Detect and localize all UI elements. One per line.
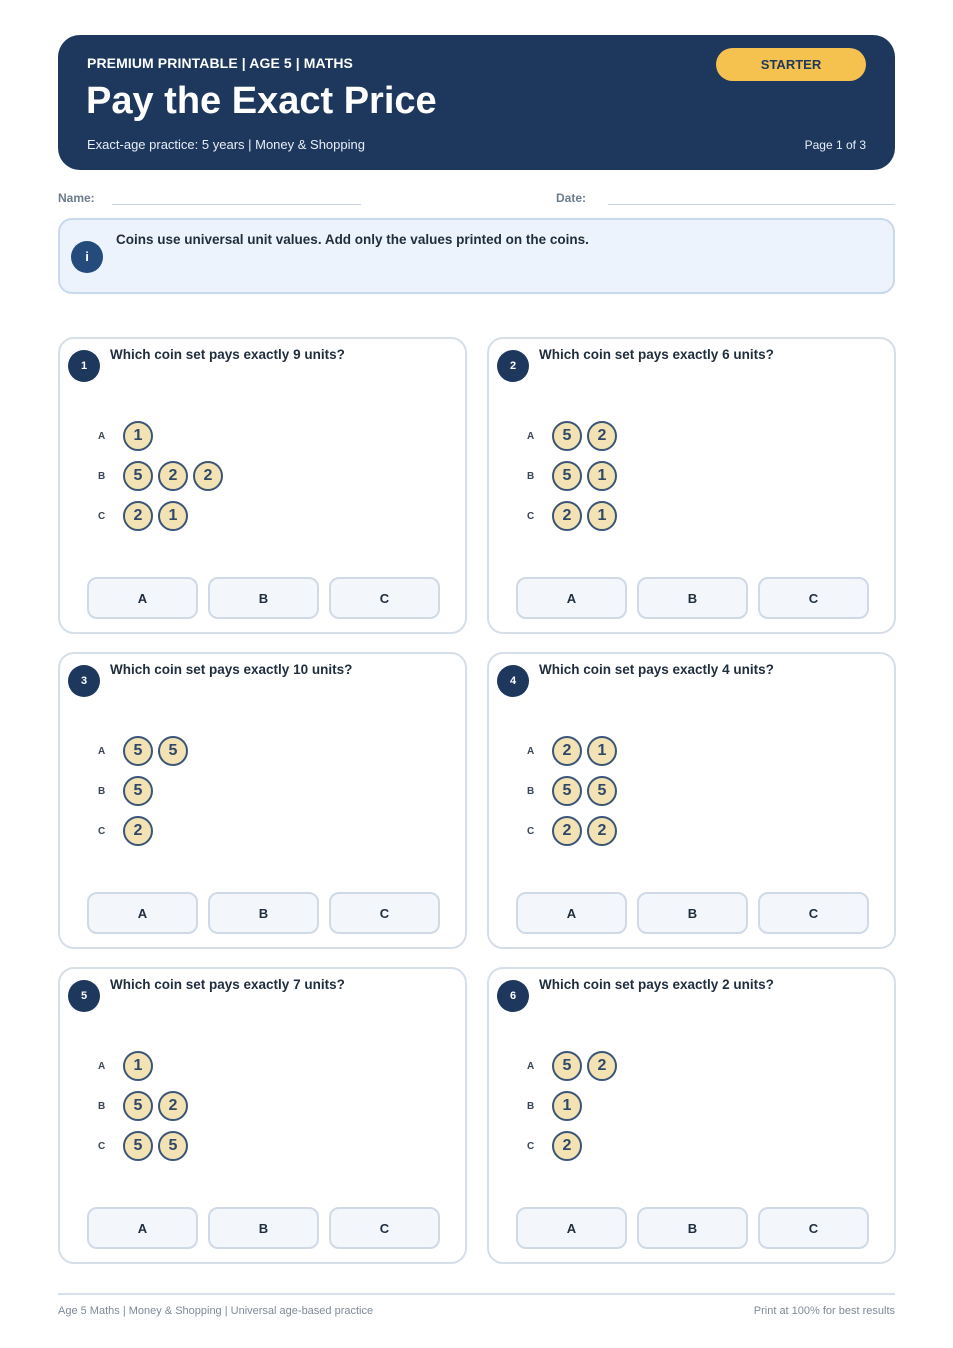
question-number-badge: 2 [497,350,529,382]
coin-icon: 1 [587,501,617,531]
option-letter: B [98,470,106,482]
question-number-badge: 6 [497,980,529,1012]
info-icon: i [71,241,103,273]
coin-icon: 5 [552,1051,582,1081]
option-letter: C [98,510,106,522]
option-row-b [527,461,622,491]
answer-button-a[interactable]: A [516,892,627,934]
option-letter: B [527,785,535,797]
option-letter: C [98,825,106,837]
worksheet-header [58,35,895,170]
question-card [487,337,896,634]
question-number-badge: 1 [68,350,100,382]
option-row-b [527,776,622,806]
question-text: Which coin set pays exactly 10 units? [110,662,353,677]
answer-button-c[interactable]: C [329,1207,440,1249]
coin-icon: 1 [587,736,617,766]
coin-icon: 5 [123,1131,153,1161]
coin-icon: 2 [158,461,188,491]
option-letter: A [98,1060,106,1072]
question-card [58,967,467,1264]
coin-icon: 2 [552,501,582,531]
answer-button-c[interactable]: C [329,892,440,934]
answer-button-b[interactable]: B [208,577,319,619]
option-row-a [98,1051,158,1081]
option-letter: A [98,430,106,442]
question-text: Which coin set pays exactly 6 units? [539,347,774,362]
answer-button-b[interactable]: B [637,892,748,934]
answer-button-b[interactable]: B [208,892,319,934]
option-row-c [527,816,622,846]
coin-icon: 2 [587,1051,617,1081]
coin-icon: 1 [123,1051,153,1081]
coin-icon: 5 [587,776,617,806]
coin-icon: 2 [587,421,617,451]
question-card [487,652,896,949]
option-letter: C [527,510,535,522]
option-row-a [527,1051,622,1081]
coin-icon: 2 [552,736,582,766]
coin-icon: 5 [552,461,582,491]
option-letter: B [527,1100,535,1112]
option-row-c [98,501,193,531]
instructions-notice [58,218,895,294]
question-number-badge: 3 [68,665,100,697]
coin-icon: 2 [193,461,223,491]
option-row-c [98,816,158,846]
answer-button-b[interactable]: B [637,1207,748,1249]
option-letter: A [527,1060,535,1072]
coin-icon: 2 [552,816,582,846]
coin-icon: 1 [587,461,617,491]
answer-choices [87,892,450,934]
option-row-a [98,421,158,451]
answer-button-a[interactable]: A [516,577,627,619]
answer-button-c[interactable]: C [758,892,869,934]
coin-icon: 5 [123,461,153,491]
header-subtitle: Exact-age practice: 5 years | Money & Shopping [87,137,365,152]
option-letter: C [98,1140,106,1152]
answer-choices [516,577,879,619]
coin-icon: 5 [552,776,582,806]
coin-icon: 5 [123,1091,153,1121]
coin-icon: 5 [158,736,188,766]
name-label: Name: [58,191,95,205]
option-row-c [527,501,622,531]
answer-button-a[interactable]: A [87,892,198,934]
date-label: Date: [556,191,587,205]
answer-button-c[interactable]: C [329,577,440,619]
answer-button-b[interactable]: B [208,1207,319,1249]
question-card [58,337,467,634]
level-badge: STARTER [716,48,866,81]
option-letter: C [527,1140,535,1152]
question-card [487,967,896,1264]
coin-icon: 1 [158,501,188,531]
coin-icon: 1 [552,1091,582,1121]
page-title: Pay the Exact Price [86,80,437,122]
footer-right-text: Print at 100% for best results [753,1305,895,1317]
answer-button-a[interactable]: A [87,1207,198,1249]
coin-icon: 2 [123,816,153,846]
answer-choices [87,577,450,619]
option-row-c [527,1131,587,1161]
option-row-c [98,1131,193,1161]
coin-icon: 5 [552,421,582,451]
option-letter: B [98,1100,106,1112]
notice-text: Coins use universal unit values. Add only the values printed on the coins. [116,232,589,247]
question-number-badge: 4 [497,665,529,697]
option-row-b [98,461,228,491]
coin-icon: 1 [123,421,153,451]
coin-icon: 5 [158,1131,188,1161]
option-letter: B [98,785,106,797]
coin-icon: 2 [552,1131,582,1161]
footer-left-text: Age 5 Maths | Money & Shopping | Universal age-based practice [58,1305,374,1317]
answer-button-b[interactable]: B [637,577,748,619]
option-row-b [98,1091,193,1121]
answer-button-a[interactable]: A [516,1207,627,1249]
footer-divider [58,1293,895,1295]
page-indicator: Page 1 of 3 [804,138,866,152]
option-letter: C [527,825,535,837]
option-letter: A [527,430,535,442]
option-row-a [527,736,622,766]
option-row-b [527,1091,587,1121]
name-field[interactable] [112,204,361,205]
answer-button-c[interactable]: C [758,577,869,619]
question-text: Which coin set pays exactly 9 units? [110,347,345,362]
answer-choices [516,1207,879,1249]
question-number-badge: 5 [68,980,100,1012]
coin-icon: 5 [123,776,153,806]
header-eyebrow: PREMIUM PRINTABLE | AGE 5 | MATHS [87,55,353,71]
option-letter: A [98,745,106,757]
question-text: Which coin set pays exactly 4 units? [539,662,774,677]
coin-icon: 2 [123,501,153,531]
coin-icon: 5 [123,736,153,766]
option-row-b [98,776,158,806]
question-text: Which coin set pays exactly 2 units? [539,977,774,992]
coin-icon: 2 [158,1091,188,1121]
question-card [58,652,467,949]
coin-icon: 2 [587,816,617,846]
date-field[interactable] [608,204,895,205]
option-row-a [98,736,193,766]
answer-choices [516,892,879,934]
option-letter: B [527,470,535,482]
option-letter: A [527,745,535,757]
answer-choices [87,1207,450,1249]
answer-button-a[interactable]: A [87,577,198,619]
option-row-a [527,421,622,451]
question-text: Which coin set pays exactly 7 units? [110,977,345,992]
answer-button-c[interactable]: C [758,1207,869,1249]
